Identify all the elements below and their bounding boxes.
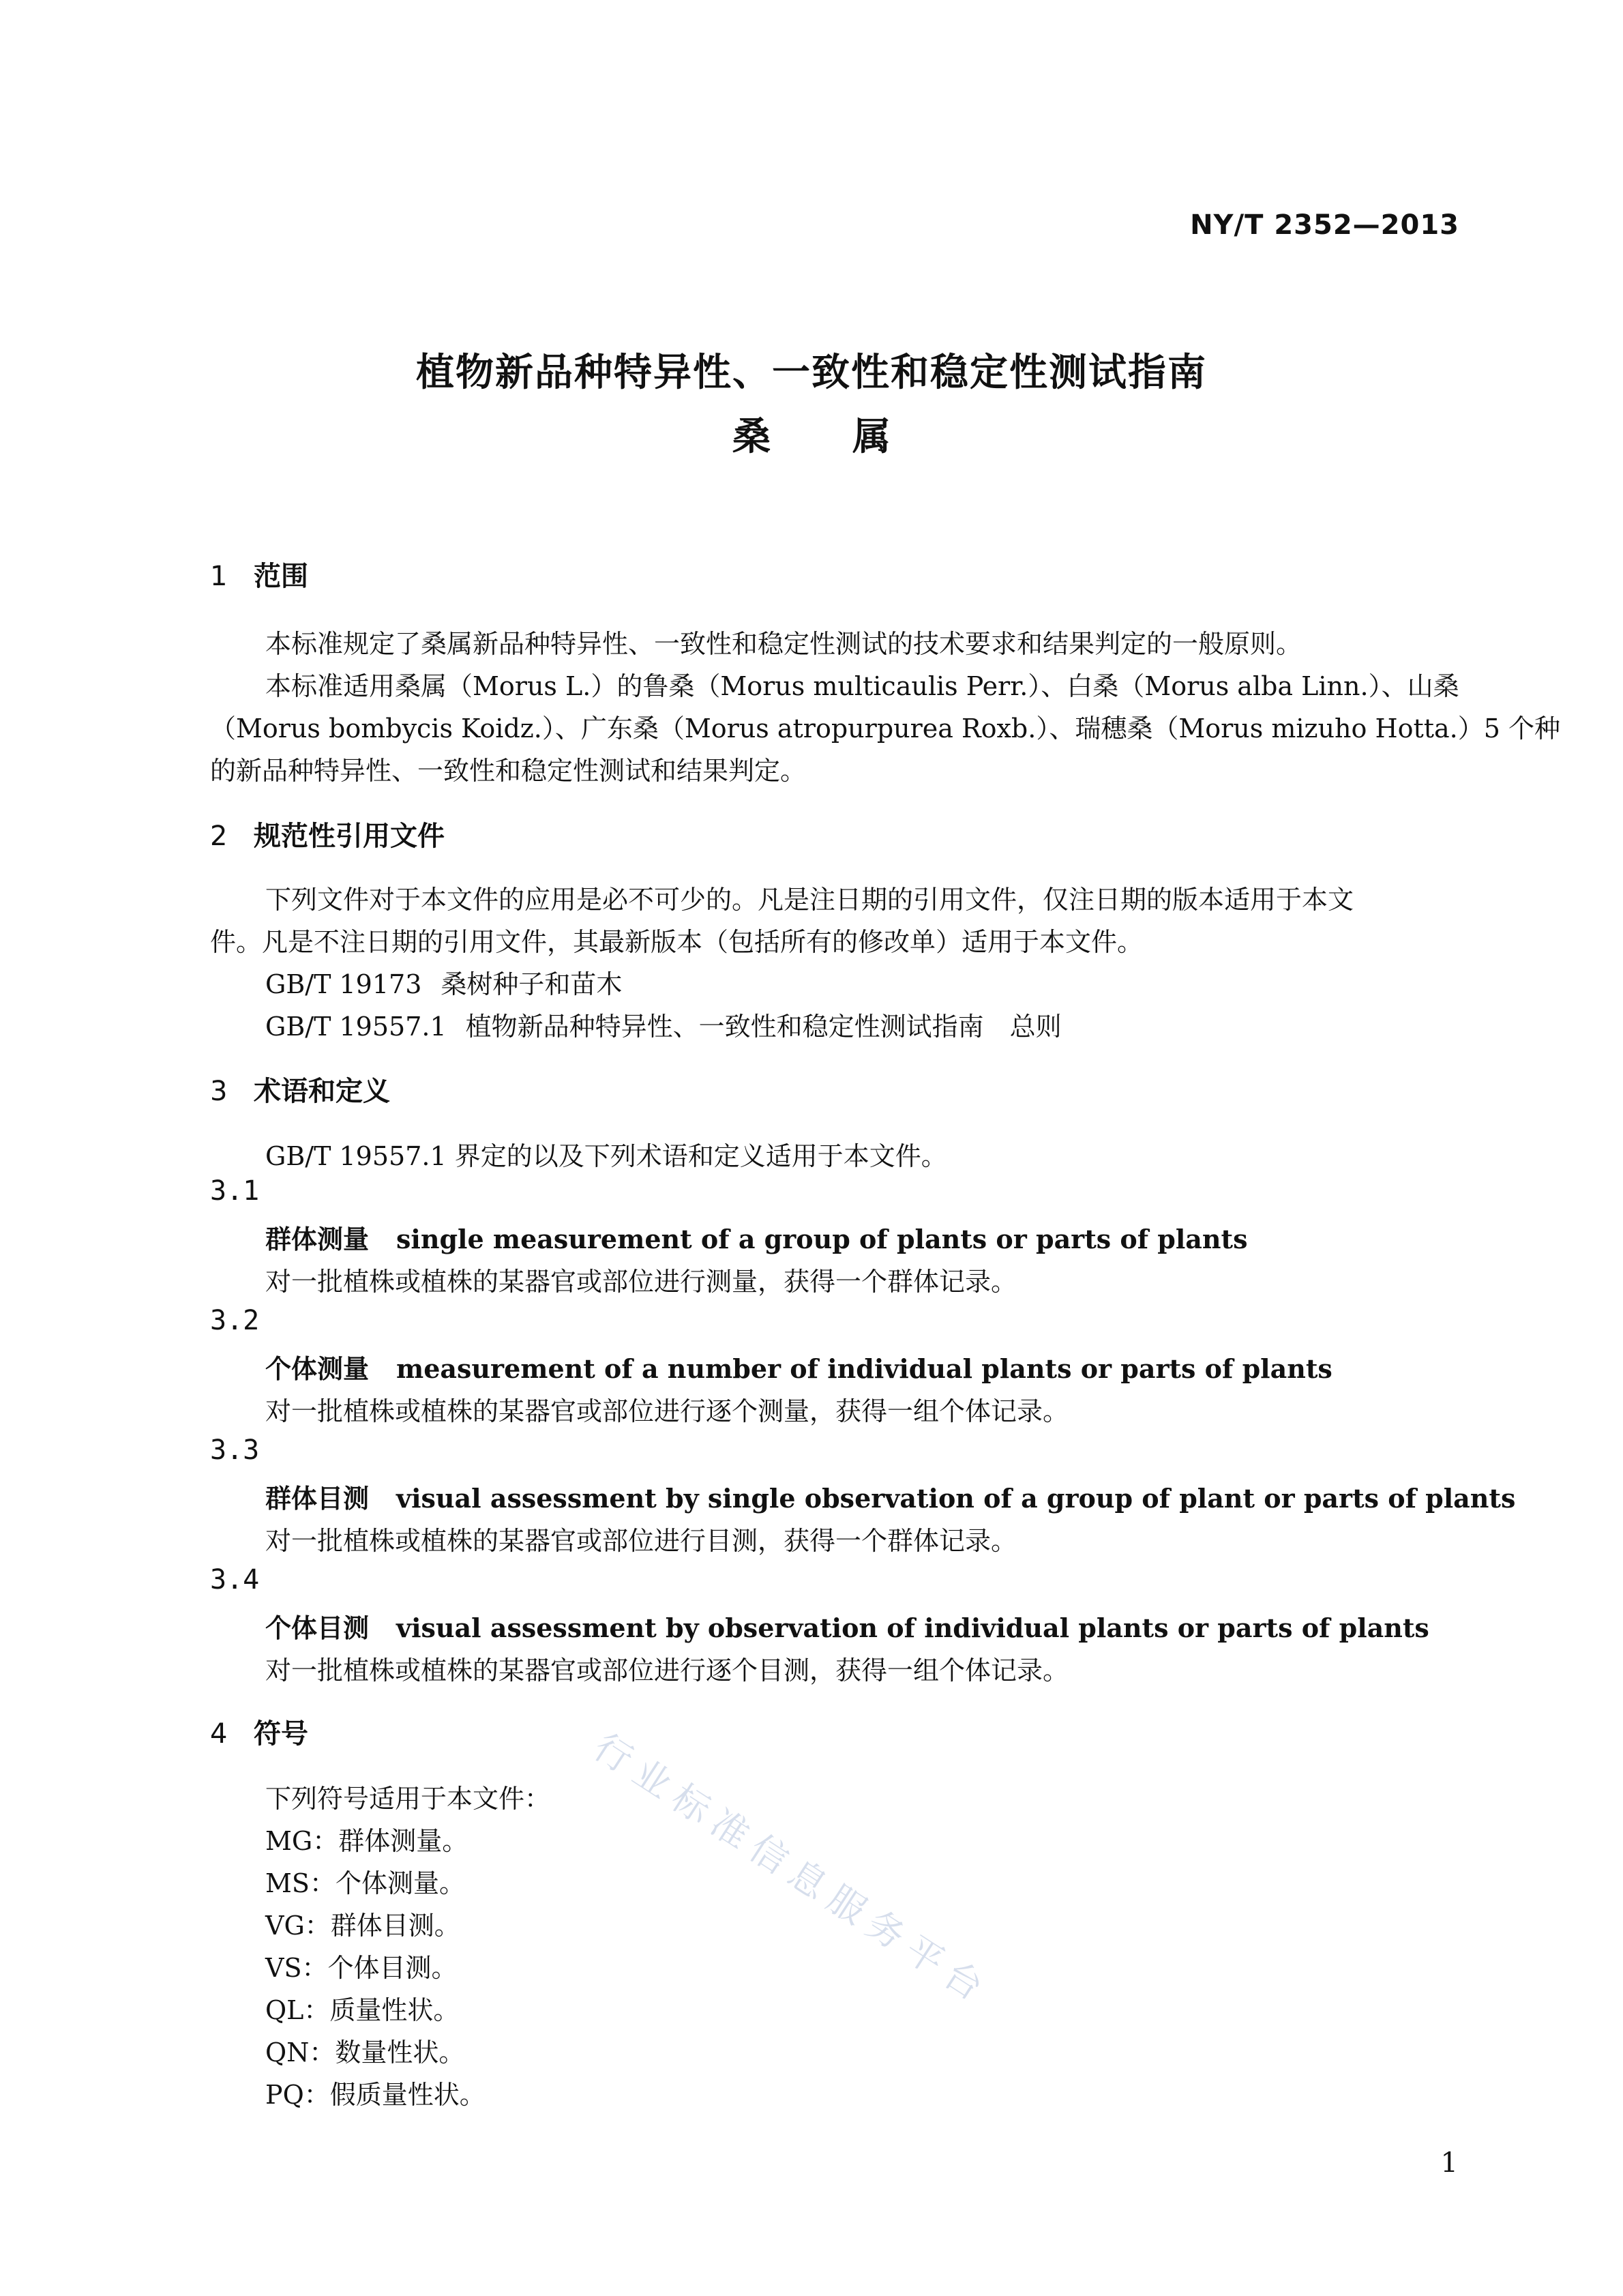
- term-en: single measurement of a group of plants or parts of plants: [396, 1224, 1248, 1254]
- term-heading: [265, 1218, 1248, 1256]
- section-number: 4: [210, 1718, 228, 1750]
- paragraph: 件。凡是不注日期的引用文件，其最新版本（包括所有的修改单）适用于本文件。: [210, 927, 1144, 957]
- reference-name: 植物新品种特异性、一致性和稳定性测试指南 总则: [465, 1012, 1062, 1042]
- reference-item: [265, 1005, 1062, 1043]
- section-heading-scope: [210, 555, 308, 593]
- document-title: 植物新品种特异性、一致性和稳定性测试指南: [416, 351, 1207, 395]
- standard-code: NY/T 2352—2013: [1190, 209, 1459, 241]
- section-heading-normative-references: [210, 814, 445, 853]
- term-definition: 对一批植株或植株的某器官或部位进行逐个测量，获得一组个体记录。: [265, 1396, 1069, 1426]
- section-title: 范围: [254, 561, 308, 592]
- section-title: 规范性引用文件: [254, 821, 445, 852]
- section-title: 术语和定义: [254, 1076, 390, 1107]
- term-definition: 对一批植株或植株的某器官或部位进行逐个目测，获得一组个体记录。: [265, 1655, 1069, 1686]
- term-cn: 个体目测: [265, 1613, 370, 1643]
- section-number: 1: [210, 561, 228, 592]
- symbol-item: VG：群体目测。: [265, 1911, 460, 1941]
- symbol-item: QL：质量性状。: [265, 1995, 460, 2025]
- term-heading: [265, 1348, 1332, 1385]
- reference-name: 桑树种子和苗木: [441, 969, 623, 999]
- section-number: 3: [210, 1076, 228, 1107]
- paragraph: 的新品种特异性、一致性和稳定性测试和结果判定。: [210, 756, 807, 786]
- clause-number: 3.4: [210, 1564, 260, 1595]
- paragraph: （Morus bombycis Koidz.）、广东桑（Morus atropurpurea Roxb.）、瑞穗桑（Morus mizuho Hotta.）5 个种: [210, 713, 1560, 744]
- reference-code: GB/T 19557.1: [265, 1012, 447, 1042]
- reference-item: [265, 963, 622, 1001]
- term-heading: [265, 1477, 1515, 1515]
- term-definition: 对一批植株或植株的某器官或部位进行目测，获得一个群体记录。: [265, 1526, 1017, 1556]
- page-number: 1: [1440, 2147, 1458, 2179]
- paragraph: 下列符号适用于本文件：: [265, 1784, 551, 1814]
- reference-code: GB/T 19173: [265, 969, 422, 999]
- symbol-item: PQ：假质量性状。: [265, 2080, 486, 2110]
- clause-number: 3.2: [210, 1305, 260, 1336]
- term-en: visual assessment by observation of individual plants or parts of plants: [396, 1613, 1429, 1643]
- clause-number: 3.1: [210, 1175, 260, 1207]
- symbol-item: MG：群体测量。: [265, 1826, 468, 1856]
- section-heading-terms: [210, 1070, 390, 1108]
- symbol-item: MS：个体测量。: [265, 1868, 465, 1898]
- paragraph: 本标准适用桑属（Morus L.）的鲁桑（Morus multicaulis Perr.）、白桑（Morus alba Linn.）、山桑: [265, 671, 1459, 701]
- symbol-item: QN：数量性状。: [265, 2037, 465, 2067]
- section-number: 2: [210, 821, 228, 852]
- term-en: visual assessment by single observation of a group of plant or parts of plants: [396, 1483, 1516, 1514]
- watermark: 行业标准信息服务平台: [586, 1725, 999, 2014]
- term-cn: 群体测量: [265, 1224, 370, 1254]
- symbol-item: VS：个体目测。: [265, 1953, 458, 1983]
- term-en: measurement of a number of individual plants or parts of plants: [396, 1353, 1332, 1384]
- term-cn: 群体目测: [265, 1484, 370, 1514]
- clause-number: 3.3: [210, 1434, 260, 1466]
- section-heading-symbols: [210, 1712, 308, 1751]
- document-subtitle: 桑属: [732, 415, 972, 459]
- paragraph: 下列文件对于本文件的应用是必不可少的。凡是注日期的引用文件，仅注日期的版本适用于本文: [265, 885, 1354, 915]
- term-heading: [265, 1607, 1429, 1645]
- term-definition: 对一批植株或植株的某器官或部位进行测量，获得一个群体记录。: [265, 1267, 1017, 1297]
- section-title: 符号: [254, 1718, 308, 1750]
- term-cn: 个体测量: [265, 1354, 370, 1384]
- paragraph: 本标准规定了桑属新品种特异性、一致性和稳定性测试的技术要求和结果判定的一般原则。: [265, 629, 1302, 659]
- paragraph: GB/T 19557.1 界定的以及下列术语和定义适用于本文件。: [265, 1141, 947, 1171]
